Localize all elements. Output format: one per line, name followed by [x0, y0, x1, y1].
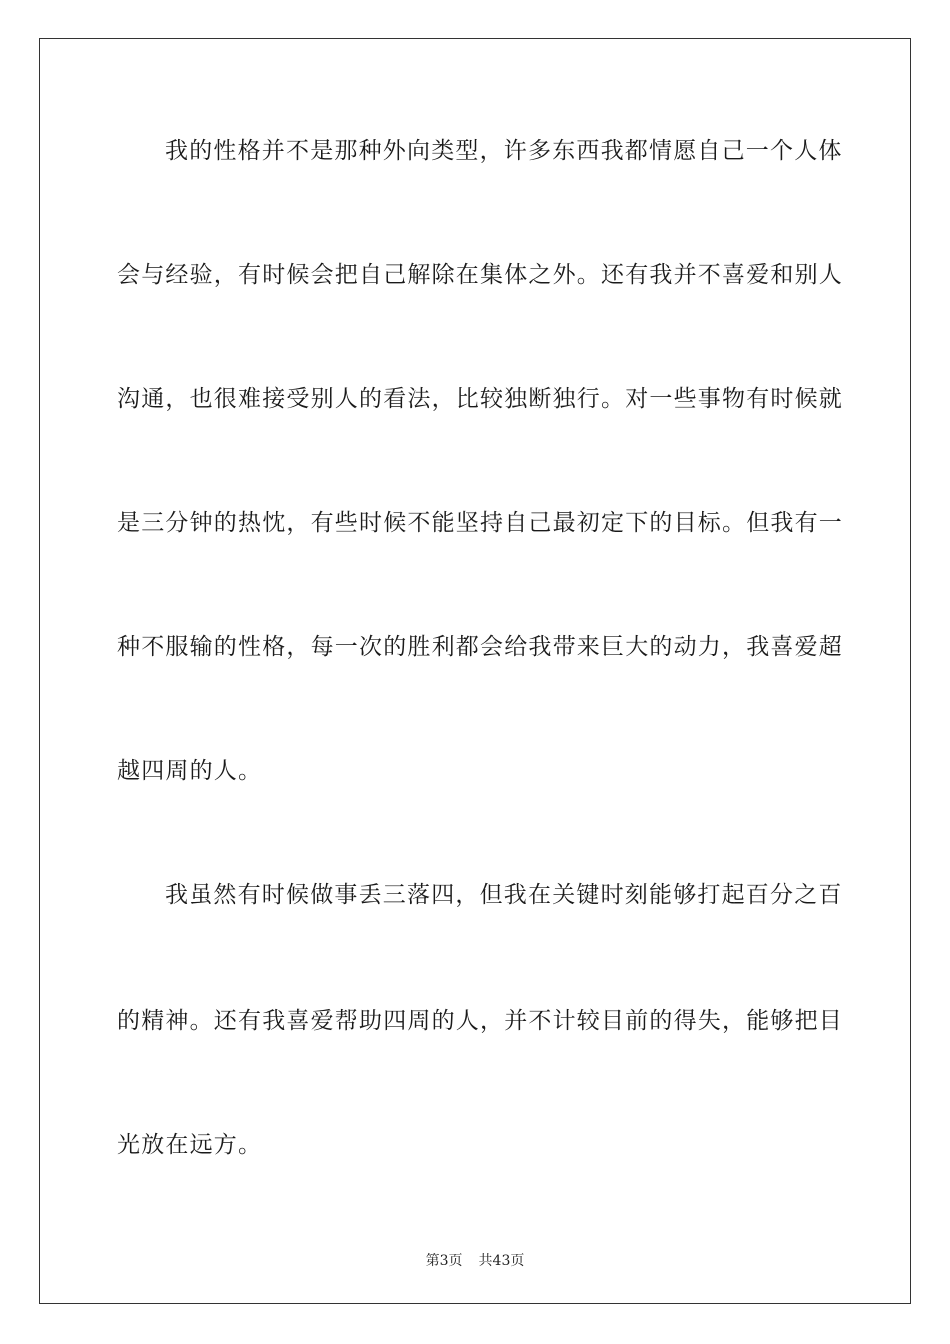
page-number: 第3页: [425, 1253, 463, 1269]
paragraph-2-line-2: 的精神。还有我喜爱帮助四周的人，并不计较目前的得失，能够把目: [117, 1008, 843, 1034]
total-pages: 共43页: [478, 1253, 525, 1269]
paragraph-1-line-3: 沟通，也很难接受别人的看法，比较独断独行。对一些事物有时候就: [117, 386, 843, 412]
paragraph-1-line-2: 会与经验，有时候会把自己解除在集体之外。还有我并不喜爱和别人: [117, 262, 843, 288]
paragraph-1-line-4: 是三分钟的热忱，有些时候不能坚持自己最初定下的目标。但我有一: [117, 510, 843, 536]
paragraph-2-line-1: 我虽然有时候做事丢三落四，但我在关键时刻能够打起百分之百: [165, 882, 843, 908]
paragraph-1-line-6: 越四周的人。: [117, 758, 263, 784]
paragraph-1-line-5: 种不服输的性格，每一次的胜利都会给我带来巨大的动力，我喜爱超: [117, 634, 843, 660]
paragraph-1-line-1: 我的性格并不是那种外向类型，许多东西我都情愿自己一个人体: [165, 138, 843, 164]
paragraph-2-line-3: 光放在远方。: [117, 1132, 263, 1158]
page-footer: [0, 1250, 950, 1270]
page-frame: [39, 38, 911, 1304]
